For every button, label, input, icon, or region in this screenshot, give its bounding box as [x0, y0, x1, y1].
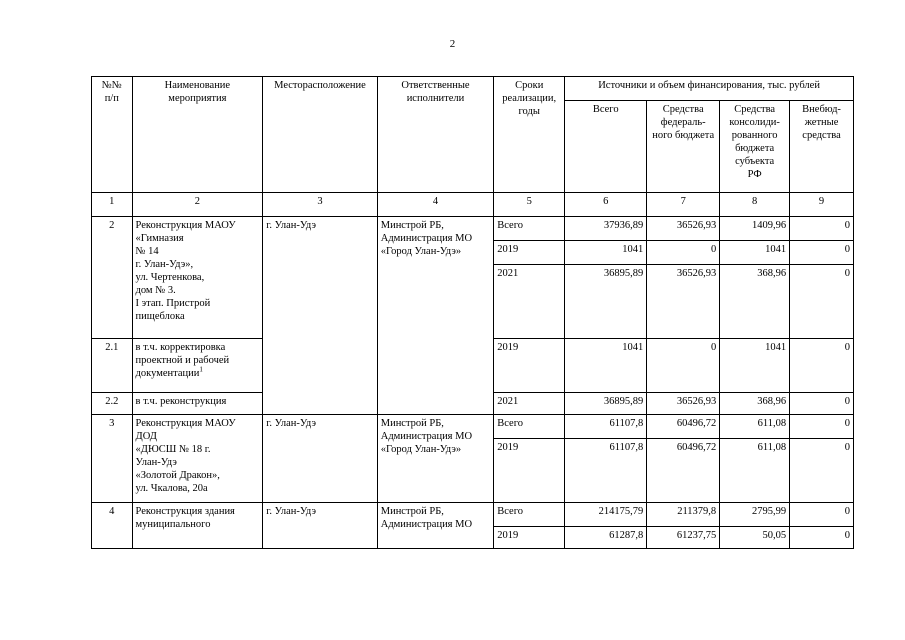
column-number: 4	[377, 193, 494, 217]
consolidated-cell: 611,08	[720, 415, 790, 439]
consolidated-cell: 1041	[720, 241, 790, 265]
event-location: г. Улан-Удэ	[263, 217, 378, 415]
event-executors: Минстрой РБ, Администрация МО «Город Улан-Удэ»	[377, 217, 494, 415]
sub-row-number: 2.1	[92, 339, 133, 393]
financing-table	[91, 76, 854, 549]
sub-event-name-text: в т.ч. реконструкция	[135, 396, 227, 407]
consolidated-cell: 368,96	[720, 393, 790, 415]
header-name: Наименование мероприятия	[132, 77, 263, 193]
total-cell: 1041	[565, 339, 647, 393]
row-number: 3	[92, 415, 133, 503]
event-name: Реконструкция МАОУ ДОД «ДЮСШ № 18 г. Улан-Удэ «Золотой Дракон», ул. Чкалова, 20а	[132, 415, 263, 503]
period-cell: 2021	[494, 265, 565, 339]
period-cell: Всего	[494, 503, 565, 527]
extrabudget-cell: 0	[790, 393, 854, 415]
column-number: 2	[132, 193, 263, 217]
event-location: г. Улан-Удэ	[263, 503, 378, 549]
extrabudget-cell: 0	[790, 241, 854, 265]
event-location: г. Улан-Удэ	[263, 415, 378, 503]
extrabudget-cell: 0	[790, 265, 854, 339]
sub-event-name	[132, 339, 263, 393]
event-executors: Минстрой РБ, Администрация МО	[377, 503, 494, 549]
table-row	[92, 415, 854, 439]
header-total: Всего	[565, 101, 647, 193]
header-location: Месторасположение	[263, 77, 378, 193]
event-name: Реконструкция здания муниципального	[132, 503, 263, 549]
header-consolidated: Средства консолиди- рованного бюджета субъекта РФ	[720, 101, 790, 193]
header-extrabudget: Внебюд- жетные средства	[790, 101, 854, 193]
federal-cell: 36526,93	[647, 217, 720, 241]
header-num: №№ п/п	[92, 77, 133, 193]
total-cell: 36895,89	[565, 393, 647, 415]
extrabudget-cell: 0	[790, 503, 854, 527]
column-number: 6	[565, 193, 647, 217]
consolidated-cell: 1409,96	[720, 217, 790, 241]
extrabudget-cell: 0	[790, 439, 854, 503]
period-cell: 2019	[494, 339, 565, 393]
column-number: 7	[647, 193, 720, 217]
period-cell: 2019	[494, 439, 565, 503]
total-cell: 61107,8	[565, 415, 647, 439]
row-number: 4	[92, 503, 133, 549]
total-cell: 36895,89	[565, 265, 647, 339]
table-row	[92, 503, 854, 527]
consolidated-cell: 611,08	[720, 439, 790, 503]
total-cell: 1041	[565, 241, 647, 265]
extrabudget-cell: 0	[790, 415, 854, 439]
federal-cell: 60496,72	[647, 415, 720, 439]
federal-cell: 0	[647, 241, 720, 265]
column-number: 9	[790, 193, 854, 217]
event-executors: Минстрой РБ, Администрация МО «Город Улан-Удэ»	[377, 415, 494, 503]
event-name: Реконструкция МАОУ «Гимназия № 14 г. Улан-Удэ», ул. Чертенкова, дом № 3. I этап. Пристрой пищеблока	[132, 217, 263, 339]
period-cell: 2019	[494, 527, 565, 549]
consolidated-cell: 1041	[720, 339, 790, 393]
column-number: 8	[720, 193, 790, 217]
page-number: 2	[449, 38, 456, 50]
header-terms: Сроки реализации, годы	[494, 77, 565, 193]
extrabudget-cell: 0	[790, 527, 854, 549]
period-cell: Всего	[494, 217, 565, 241]
footnote-mark: 1	[199, 365, 203, 374]
sub-event-name-text: в т.ч. корректировка проектной и рабочей документации	[135, 342, 230, 379]
sub-row-number: 2.2	[92, 393, 133, 415]
column-numbers-row	[92, 193, 854, 217]
period-cell: 2019	[494, 241, 565, 265]
column-number: 1	[92, 193, 133, 217]
federal-cell: 60496,72	[647, 439, 720, 503]
total-cell: 61287,8	[565, 527, 647, 549]
row-number: 2	[92, 217, 133, 339]
extrabudget-cell: 0	[790, 339, 854, 393]
column-number: 5	[494, 193, 565, 217]
header-financing: Источники и объем финансирования, тыс. рублей	[565, 77, 854, 101]
column-number: 3	[263, 193, 378, 217]
consolidated-cell: 50,05	[720, 527, 790, 549]
header-executors: Ответственные исполнители	[377, 77, 494, 193]
sub-event-name	[132, 393, 263, 415]
total-cell: 214175,79	[565, 503, 647, 527]
federal-cell: 0	[647, 339, 720, 393]
total-cell: 61107,8	[565, 439, 647, 503]
total-cell: 37936,89	[565, 217, 647, 241]
table-row	[92, 217, 854, 241]
federal-cell: 61237,75	[647, 527, 720, 549]
extrabudget-cell: 0	[790, 217, 854, 241]
federal-cell: 211379,8	[647, 503, 720, 527]
federal-cell: 36526,93	[647, 265, 720, 339]
federal-cell: 36526,93	[647, 393, 720, 415]
period-cell: 2021	[494, 393, 565, 415]
consolidated-cell: 2795,99	[720, 503, 790, 527]
consolidated-cell: 368,96	[720, 265, 790, 339]
period-cell: Всего	[494, 415, 565, 439]
header-federal: Средства федераль- ного бюджета	[647, 101, 720, 193]
